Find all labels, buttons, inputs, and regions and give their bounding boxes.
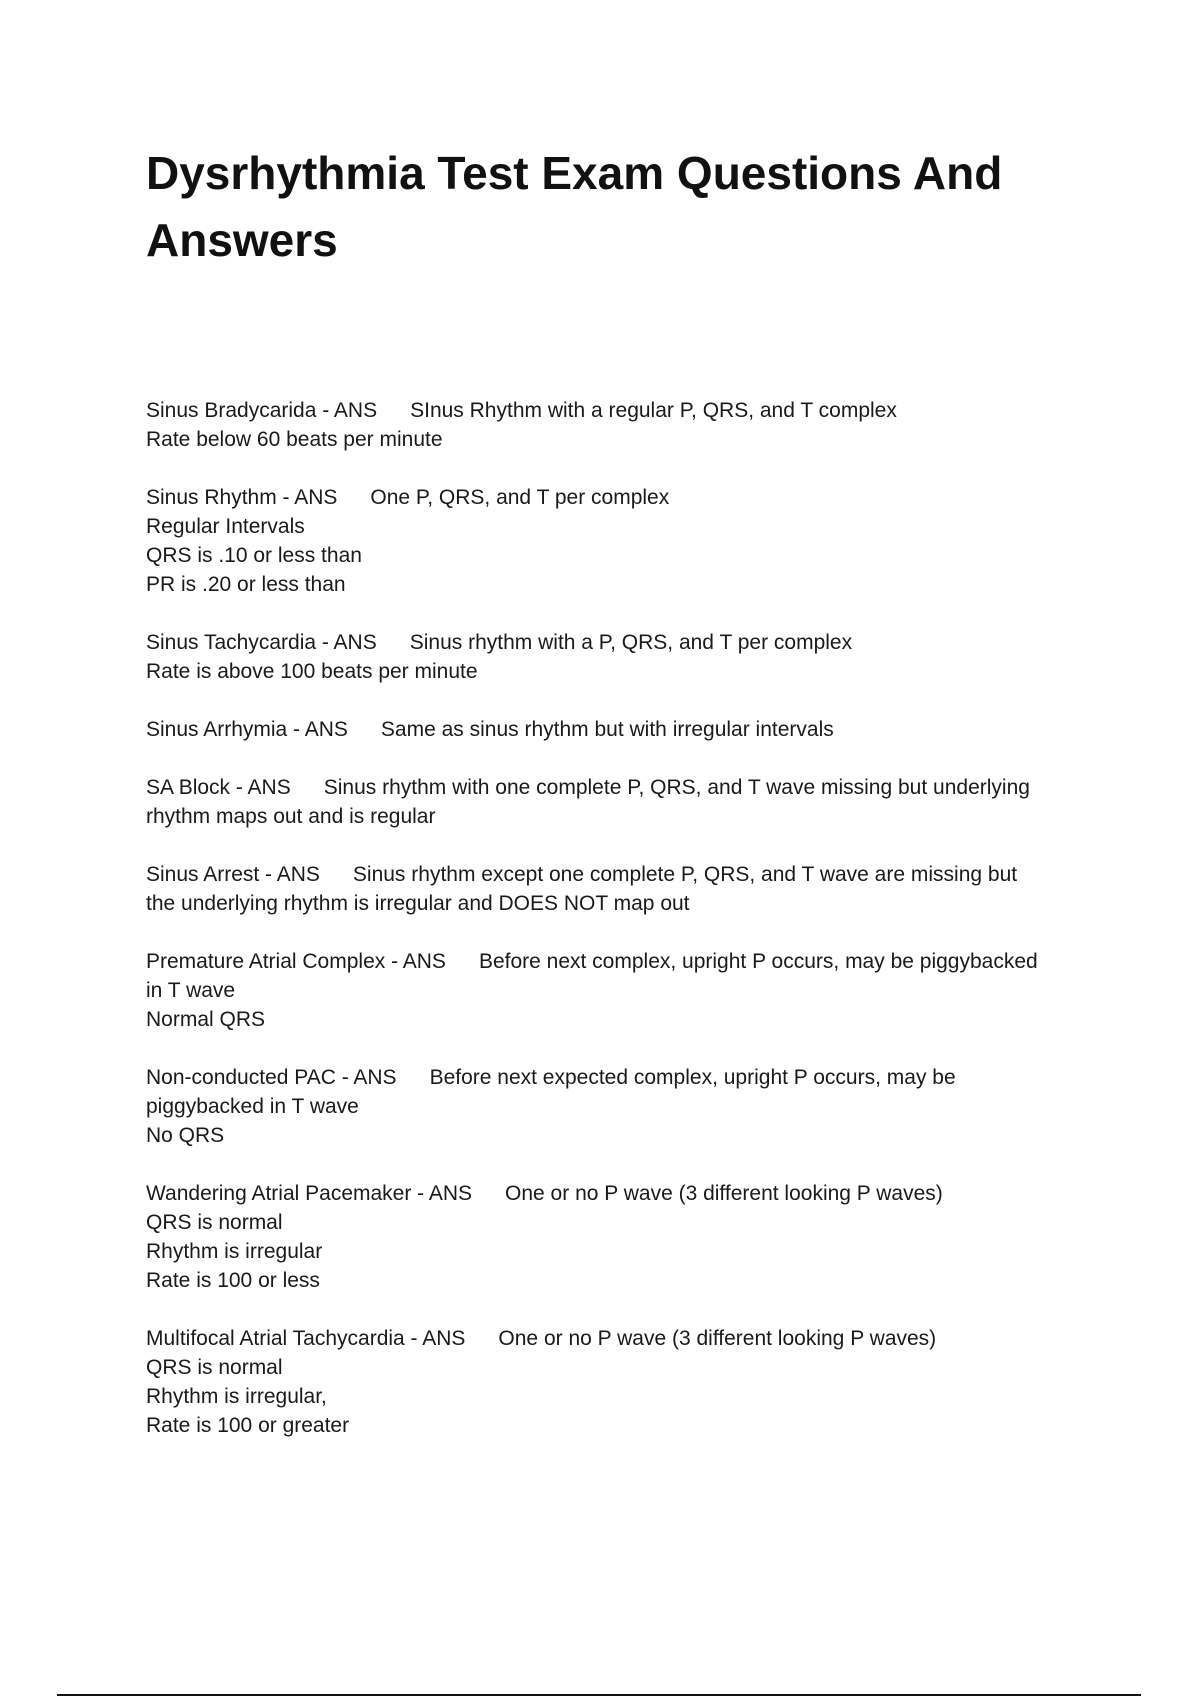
qa-item (146, 1063, 1096, 1150)
page-title: Dysrhythmia Test Exam Questions And Answers (146, 147, 1003, 266)
qa-list (146, 396, 1096, 1469)
qa-answer-line: SInus Rhythm with a regular P, QRS, and T complex (410, 399, 897, 422)
qa-term: Wandering Atrial Pacemaker - ANS (146, 1182, 473, 1205)
qa-answer-line: QRS is normal (146, 1356, 283, 1379)
qa-answer-line: Rate is 100 or greater (146, 1414, 350, 1437)
qa-answer-line: Sinus rhythm except one complete P, QRS, and T wave are missing but (352, 863, 1018, 886)
qa-answer-line: Rate below 60 beats per minute (146, 428, 443, 451)
qa-item (146, 483, 1096, 599)
qa-answer-line: Rhythm is irregular (146, 1240, 323, 1263)
qa-answer-line: Sinus rhythm with one complete P, QRS, and T wave missing but underlying (323, 776, 1030, 799)
qa-item (146, 715, 1096, 744)
qa-term: Multifocal Atrial Tachycardia - ANS (146, 1327, 466, 1350)
qa-term: Sinus Tachycardia - ANS (146, 631, 377, 654)
qa-answer-line: Rate is above 100 beats per minute (146, 660, 478, 683)
qa-item (146, 1324, 1096, 1440)
qa-answer-line: One P, QRS, and T per complex (370, 486, 670, 509)
qa-term: SA Block - ANS (146, 776, 291, 799)
qa-item (146, 396, 1096, 454)
qa-item (146, 947, 1096, 1034)
qa-answer-line: Sinus rhythm with a P, QRS, and T per complex (409, 631, 853, 654)
qa-answer-line: One or no P wave (3 different looking P waves) (505, 1182, 943, 1205)
qa-first-line (146, 773, 1096, 802)
qa-answer-line: Before next complex, upright P occurs, may be piggybacked (478, 950, 1038, 973)
qa-answer-line: the underlying rhythm is irregular and DOES NOT map out (146, 892, 690, 915)
qa-first-line (146, 1324, 1096, 1353)
qa-answer-line: PR is .20 or less than (146, 573, 346, 596)
qa-first-line (146, 396, 1096, 425)
qa-answer-line: One or no P wave (3 different looking P waves) (498, 1327, 937, 1350)
qa-first-line (146, 628, 1096, 657)
qa-first-line (146, 1179, 1096, 1208)
qa-answer-line: Before next expected complex, upright P occurs, may be (429, 1066, 956, 1089)
qa-answer-line: in T wave (146, 979, 236, 1002)
qa-first-line (146, 947, 1096, 976)
qa-answer-line: Rhythm is irregular, (146, 1385, 327, 1408)
qa-term: Sinus Rhythm - ANS (146, 486, 338, 509)
qa-answer-line: Same as sinus rhythm but with irregular intervals (380, 718, 834, 741)
qa-answer-line: QRS is .10 or less than (146, 544, 362, 567)
qa-item (146, 860, 1096, 918)
qa-answer-line: No QRS (146, 1124, 225, 1147)
qa-term: Premature Atrial Complex - ANS (146, 950, 446, 973)
qa-term: Non-conducted PAC - ANS (146, 1066, 397, 1089)
qa-first-line (146, 860, 1096, 889)
qa-answer-line: piggybacked in T wave (146, 1095, 359, 1118)
qa-first-line (146, 1063, 1096, 1092)
qa-answer-line: Rate is 100 or less (146, 1269, 320, 1292)
qa-answer-line: Normal QRS (146, 1008, 266, 1031)
qa-item (146, 773, 1096, 831)
qa-first-line (146, 483, 1096, 512)
qa-item (146, 628, 1096, 686)
qa-answer-line: Regular Intervals (146, 515, 305, 538)
qa-answer-line: rhythm maps out and is regular (146, 805, 436, 828)
qa-term: Sinus Arrhymia - ANS (146, 718, 348, 741)
qa-item (146, 1179, 1096, 1295)
qa-term: Sinus Bradycarida - ANS (146, 399, 378, 422)
qa-answer-line: QRS is normal (146, 1211, 283, 1234)
footer-divider (57, 1694, 1141, 1696)
document-header (146, 140, 1096, 274)
qa-first-line (146, 715, 1096, 744)
qa-term: Sinus Arrest - ANS (146, 863, 320, 886)
